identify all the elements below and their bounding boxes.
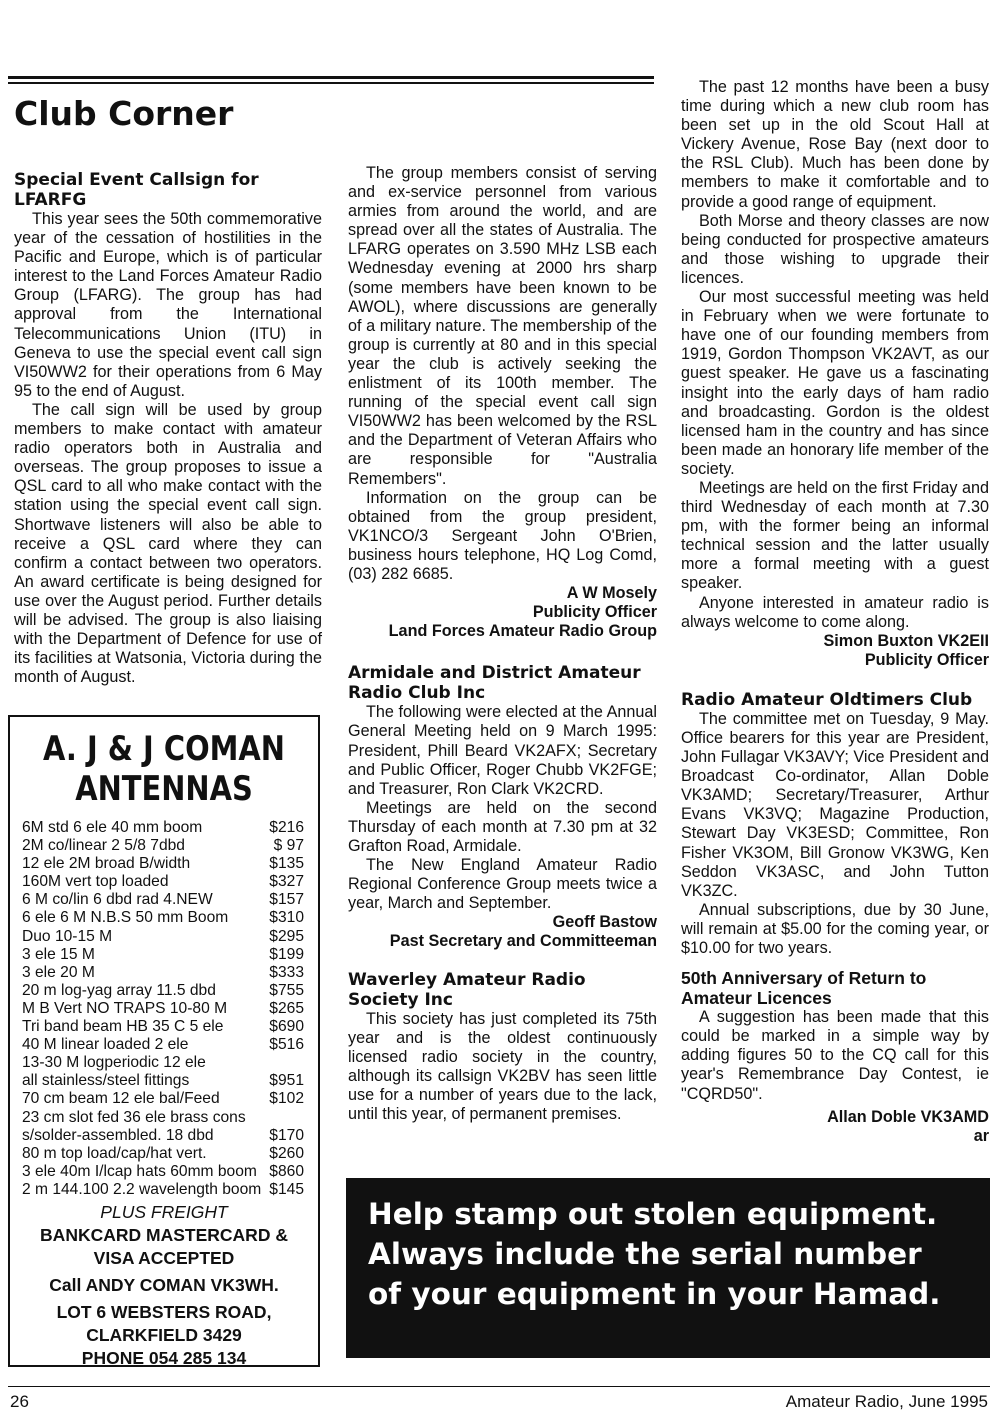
ad-card-line1: BANKCARD MASTERCARD & bbox=[40, 1224, 288, 1245]
ad-card-line2: VISA ACCEPTED bbox=[93, 1247, 235, 1268]
price-row bbox=[10, 1181, 318, 1199]
paragraph: Meetings are held on the first Friday and third Wednesday of each month at 7.30 pm, with the former being an informal technical session and the latter usually more a formal meeting with a guest speaker. bbox=[681, 478, 989, 593]
paragraph: The group members consist of serving and ex-service personnel from various armies from around the world, and are spread over all the states of Australia. The LFARG operates on 3.590 MHz LSB each Wednesday evening at 2000 hrs sharp (some members have been known to be AWOL), where discussions are generally of a military nature. The membership of the group is currently at 80 and in this special year the club is actively seeking the enlistment of its 100th member. The running of the special event call sign VI50WW2 has been welcomed by the RSL and the Department of Veteran Affairs who are responsible for "Australia Remembers". bbox=[348, 164, 657, 488]
article-heading-oldtimers: Radio Amateur Oldtimers Club bbox=[681, 689, 973, 710]
signature-name: A W Mosely bbox=[566, 584, 657, 603]
footer-rule bbox=[8, 1386, 990, 1387]
item-name: all stainless/steel fittings bbox=[22, 1072, 190, 1090]
ad-address-line1: LOT 6 WEBSTERS ROAD, bbox=[56, 1301, 272, 1322]
paragraph: Our most successful meeting was held in February when we were fortunate to have one of our founding members from 1919, Gordon Thompson VK2AVT, as our guest speaker. He gave us a fascinating insight into the early days of ham radio and broadcasting. Gordon is the oldest licensed ham in the country and has since been made an honorary life member of the society. bbox=[681, 288, 989, 478]
article-heading-armidale: Armidale and District Amateur Radio Club Inc bbox=[348, 663, 641, 704]
item-price: $ 97 bbox=[273, 837, 304, 855]
price-row bbox=[10, 1000, 318, 1018]
item-name: 2M co/linear 2 5/8 7dbd bbox=[22, 837, 185, 855]
item-name: 2 m 144.100 2.2 wavelength boom bbox=[22, 1180, 262, 1198]
item-name: Duo 10-15 M bbox=[22, 927, 113, 945]
item-name: 6M std 6 ele 40 mm boom bbox=[22, 819, 203, 836]
paragraph: A suggestion has been made that this could be marked in a simple way by adding figures 50 to the CQ call for this year's Remembrance Day Contest, ie "CQRD50". bbox=[681, 1008, 989, 1103]
price-row bbox=[10, 1036, 318, 1054]
price-row bbox=[10, 909, 318, 927]
promo-line-3: of your equipment in your Hamad. bbox=[368, 1277, 941, 1311]
item-name: 3 ele 40m I/lcap hats 60mm boom bbox=[22, 1162, 257, 1180]
paragraph: The New England Amateur Radio Regional Conference Group meets twice a year, March and September. bbox=[348, 856, 657, 913]
ad-call: Call ANDY COMAN VK3WH. bbox=[49, 1274, 279, 1295]
signature-name: Allan Doble VK3AMD bbox=[827, 1107, 989, 1126]
item-name: 3 ele 20 M bbox=[22, 963, 95, 981]
item-price: $516 bbox=[269, 1036, 304, 1054]
paragraph: The following were elected at the Annual General Meeting held on 9 March 1995: President, Phill Beard VK2AFX; Secretary and Public Officer, Roger Chubb VK2FGE; and Treasurer, Ron Clark VK2CRD. bbox=[348, 703, 657, 798]
column-2 bbox=[348, 164, 657, 1124]
item-name: 20 m log-yag array 11.5 dbd bbox=[22, 981, 216, 999]
item-name: 3 ele 15 M bbox=[22, 945, 95, 963]
paragraph: Information on the group can be obtained from the group president, VK1NCO/3 Sergeant John O'Brien, business hours telephone, HQ Log Comd, (03) 282 6685. bbox=[348, 488, 657, 583]
item-price: $135 bbox=[269, 855, 304, 873]
item-name: M B Vert NO TRAPS 10-80 M bbox=[22, 999, 228, 1017]
price-row bbox=[10, 1127, 318, 1145]
item-name: Tri band beam HB 35 C 5 ele bbox=[22, 1018, 224, 1036]
item-name: 70 cm beam 12 ele bal/Feed bbox=[22, 1090, 220, 1108]
item-name: 40 M linear loaded 2 ele bbox=[22, 1036, 189, 1054]
item-name: 23 cm slot fed 36 ele brass cons bbox=[22, 1108, 246, 1126]
item-name: s/solder-assembled. 18 dbd bbox=[22, 1126, 214, 1144]
item-name: 12 ele 2M broad B/width bbox=[22, 855, 191, 873]
signature-name: Simon Buxton VK2EII bbox=[823, 631, 989, 650]
item-price: $295 bbox=[269, 927, 304, 945]
publication-info: Amateur Radio, June 1995 bbox=[785, 1392, 988, 1411]
signature-title: Publicity Officer bbox=[532, 603, 657, 622]
ad-freight: PLUS FREIGHT bbox=[100, 1201, 228, 1222]
article-heading-waverley: Waverley Amateur Radio Society Inc bbox=[348, 969, 586, 1010]
item-price: $260 bbox=[269, 1144, 304, 1162]
stolen-equipment-promo bbox=[346, 1178, 990, 1358]
price-row bbox=[10, 1054, 318, 1072]
section-title: Club Corner bbox=[14, 94, 234, 133]
paragraph: Both Morse and theory classes are now being conducted for prospective amateurs and those wishing to upgrade their licences. bbox=[681, 211, 989, 287]
article-heading-anniversary: 50th Anniversary of Return to Amateur Licences bbox=[681, 968, 927, 1009]
item-name: 6 M co/lin 6 dbd rad 4.NEW bbox=[22, 891, 213, 909]
price-list bbox=[10, 819, 318, 1199]
item-price: $145 bbox=[269, 1180, 304, 1198]
price-row bbox=[10, 1090, 318, 1108]
column-3 bbox=[681, 78, 989, 1146]
price-row bbox=[10, 891, 318, 909]
price-row bbox=[10, 855, 318, 873]
price-row bbox=[10, 1145, 318, 1163]
price-row bbox=[10, 837, 318, 855]
paragraph: Meetings are held on the second Thursday of each month at 7.30 pm at 32 Grafton Road, Armidale. bbox=[348, 798, 657, 855]
paragraph: The past 12 months have been a busy time during which a new club room has been set up in the old Scout Hall at Vickery Avenue, Rose Bay (next door to the RSL Club). Much has been done by members to make it comfortable and to provide a good range of equipment. bbox=[681, 78, 989, 211]
item-price: $170 bbox=[269, 1126, 304, 1144]
price-row bbox=[10, 1018, 318, 1036]
item-name: 6 ele 6 M N.B.S 50 mm Boom bbox=[22, 909, 229, 927]
item-price: $951 bbox=[269, 1072, 304, 1090]
item-price: $102 bbox=[269, 1090, 304, 1108]
promo-line-1: Help stamp out stolen equipment. bbox=[368, 1197, 938, 1231]
item-price: $860 bbox=[269, 1162, 304, 1180]
item-price: $216 bbox=[269, 819, 304, 836]
price-row bbox=[10, 1163, 318, 1181]
end-mark: ar bbox=[973, 1126, 989, 1145]
item-price: $333 bbox=[269, 963, 304, 981]
price-row bbox=[10, 928, 318, 946]
ad-title-line1: A. J & J COMAN bbox=[43, 729, 285, 769]
item-price: $690 bbox=[269, 1018, 304, 1036]
price-row bbox=[10, 1109, 318, 1127]
item-price: $755 bbox=[269, 981, 304, 999]
item-name: 160M vert top loaded bbox=[22, 873, 169, 891]
paragraph: This society has just completed its 75th year and is the oldest continuously licensed radio society in the country, although its callsign VK2BV has seen little use for a number of years due to the lack, until this year, of permanent premises. bbox=[348, 1009, 657, 1124]
price-row bbox=[10, 1072, 318, 1090]
paragraph: This year sees the 50th commemorative year of the cessation of hostilities in the Pacific and Europe, which is of particular interest to the Land Forces Amateur Radio Group (LFARG). The group has had approval from the International Telecommunications Union (ITU) in Geneva to use the special event call sign VI50WW2 for their operations from 6 May 95 to the end of August. bbox=[14, 210, 322, 400]
item-price: $327 bbox=[269, 873, 304, 891]
coman-antennas-ad bbox=[8, 715, 320, 1367]
paragraph: Annual subscriptions, due by 30 June, will remain at $5.00 for the coming year, or $10.00 for two years. bbox=[681, 900, 989, 958]
ad-address-line2: CLARKFIELD 3429 bbox=[86, 1324, 242, 1345]
signature-name: Geoff Bastow bbox=[552, 913, 657, 932]
item-price: $310 bbox=[269, 909, 304, 927]
title-rule-bottom bbox=[8, 82, 654, 84]
column-1 bbox=[14, 170, 322, 687]
signature-org: Land Forces Amateur Radio Group bbox=[388, 622, 657, 641]
item-price: $157 bbox=[269, 891, 304, 909]
item-price: $199 bbox=[269, 945, 304, 963]
item-name: 80 m top load/cap/hat vert. bbox=[22, 1144, 207, 1162]
price-row bbox=[10, 982, 318, 1000]
ad-phone: PHONE 054 285 134 bbox=[81, 1347, 247, 1368]
price-row bbox=[10, 873, 318, 891]
signature-title: Past Secretary and Committeeman bbox=[389, 932, 657, 951]
promo-line-2: Always include the serial number bbox=[368, 1237, 922, 1271]
price-row bbox=[10, 819, 318, 837]
ad-title-line2: ANTENNAS bbox=[75, 769, 253, 809]
paragraph: The call sign will be used by group members to make contact with amateur radio operators both in Australia and overseas. The group proposes to issue a QSL card to all who make contact with the station using the special event call sign. Shortwave listeners will also be able to receive a QSL card where they can confirm a contact between two operators. An award certificate is being designed for use over the August period. Further details will be advised. The group is also liaising with the Department of Defence for use of its facilities at Watsonia, Victoria during the month of August. bbox=[14, 400, 322, 687]
item-price: $265 bbox=[269, 999, 304, 1017]
paragraph: Anyone interested in amateur radio is always welcome to come along. bbox=[681, 593, 989, 631]
price-row bbox=[10, 946, 318, 964]
item-name: 13-30 M logperiodic 12 ele bbox=[22, 1054, 206, 1072]
price-row bbox=[10, 964, 318, 982]
page-number: 26 bbox=[10, 1392, 29, 1411]
signature-title: Publicity Officer bbox=[864, 650, 989, 669]
paragraph: The committee met on Tuesday, 9 May. Office bearers for this year are President, John Fullagar VK3AVY; Vice President and Broadcast Co-ordinator, Allan Doble VK3AMD; Secretary/Treasurer, Arthur Evans VK3VQ; Magazine Production, Stewart Day VK3ESD; Committee, Ron Fisher VK3OM, Bill Gronow VK3WG, Ken Seddon VK3ASC, and John Tutton VK3ZC. bbox=[681, 709, 989, 900]
article-heading-lfarfg: Special Event Callsign for LFARFG bbox=[14, 170, 259, 210]
title-rule-top bbox=[8, 76, 654, 79]
